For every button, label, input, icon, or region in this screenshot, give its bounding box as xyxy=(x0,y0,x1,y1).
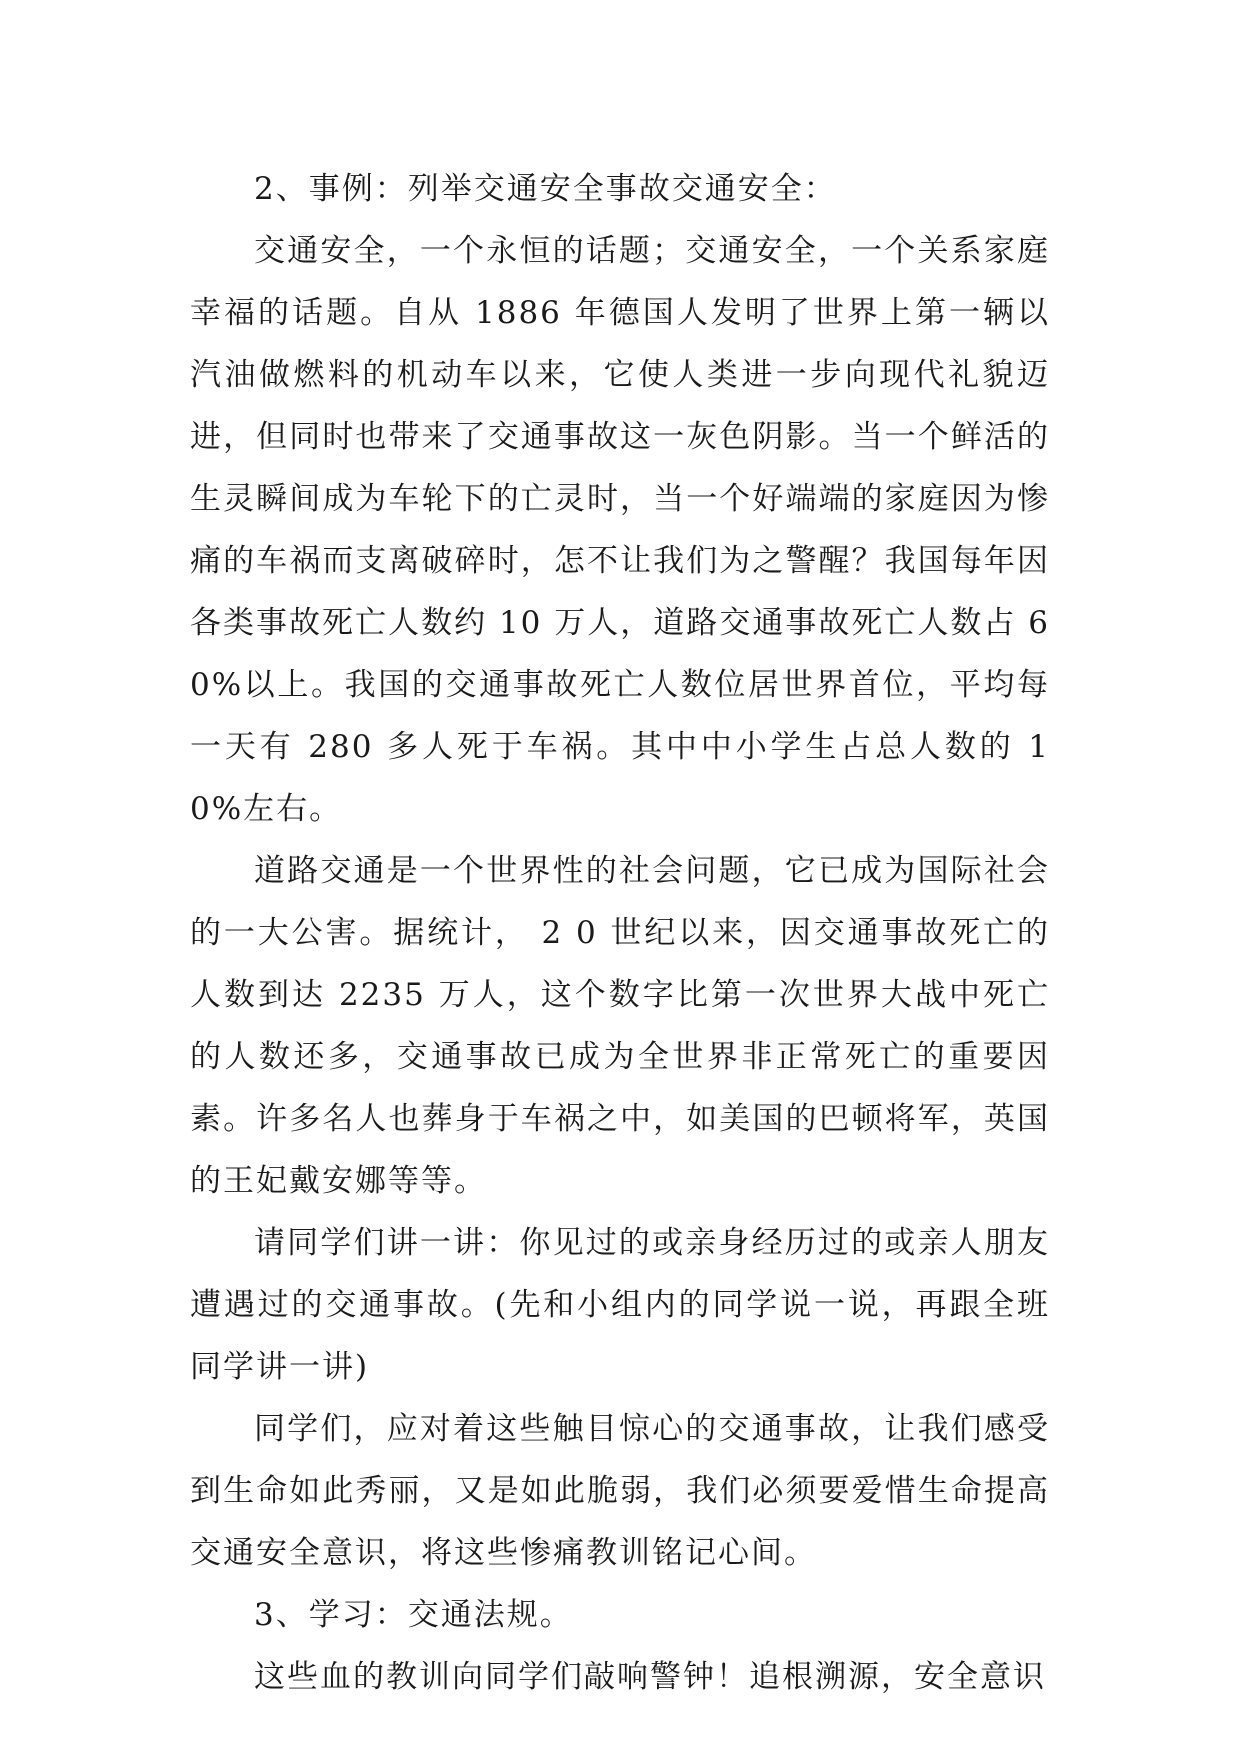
paragraph-lessons: 这些血的教训向同学们敲响警钟！追根溯源，安全意识 xyxy=(254,1659,1046,1695)
document-body xyxy=(190,158,1050,1708)
section-heading-traffic-rules: 3、学习：交通法规。 xyxy=(254,1597,573,1633)
paragraph-traffic-safety-history: 交通安全，一个永恒的话题；交通安全，一个关系家庭幸福的话题。自从 1886 年德国人发明了世界上第一辆以汽油做燃料的机动车以来，它使人类进一步向现代礼貌迈进，但同时也带来了交通事故这一灰色阴影。当一个鲜活的生灵瞬间成为车轮下的亡灵时，当一个好端端的家庭因为惨痛的车祸而支离破碎时，怎不让我们为之警醒？我国每年因各类事故死亡人数约 10 万人，道路交通事故死亡人数占 60%以上。我国的交通事故死亡人数位居世界首位，平均每一天有 280 多人死于车祸。其中中小学生占总人数的 10%左右。 xyxy=(190,233,1050,827)
paragraph-safety-awareness: 同学们，应对着这些触目惊心的交通事故，让我们感受到生命如此秀丽，又是如此脆弱，我们必须要爱惜生命提高交通安全意识，将这些惨痛教训铭记心间。 xyxy=(190,1411,1050,1571)
paragraph-road-traffic-statistics: 道路交通是一个世界性的社会问题，它已成为国际社会的一大公害。据统计， 2 0 世纪以来，因交通事故死亡的人数到达 2235 万人，这个数字比第一次世界大战中死亡的人数还多，交通事故已成为全世界非正常死亡的重要因素。许多名人也葬身于车祸之中，如美国的巴顿将军，英国的王妃戴安娜等等。 xyxy=(190,853,1050,1199)
paragraph-discussion-prompt: 请同学们讲一讲：你见过的或亲身经历过的或亲人朋友遭遇过的交通事故。(先和小组内的同学说一说，再跟全班同学讲一讲) xyxy=(190,1225,1050,1385)
section-heading-examples: 2、事例：列举交通安全事故交通安全： xyxy=(254,171,837,207)
